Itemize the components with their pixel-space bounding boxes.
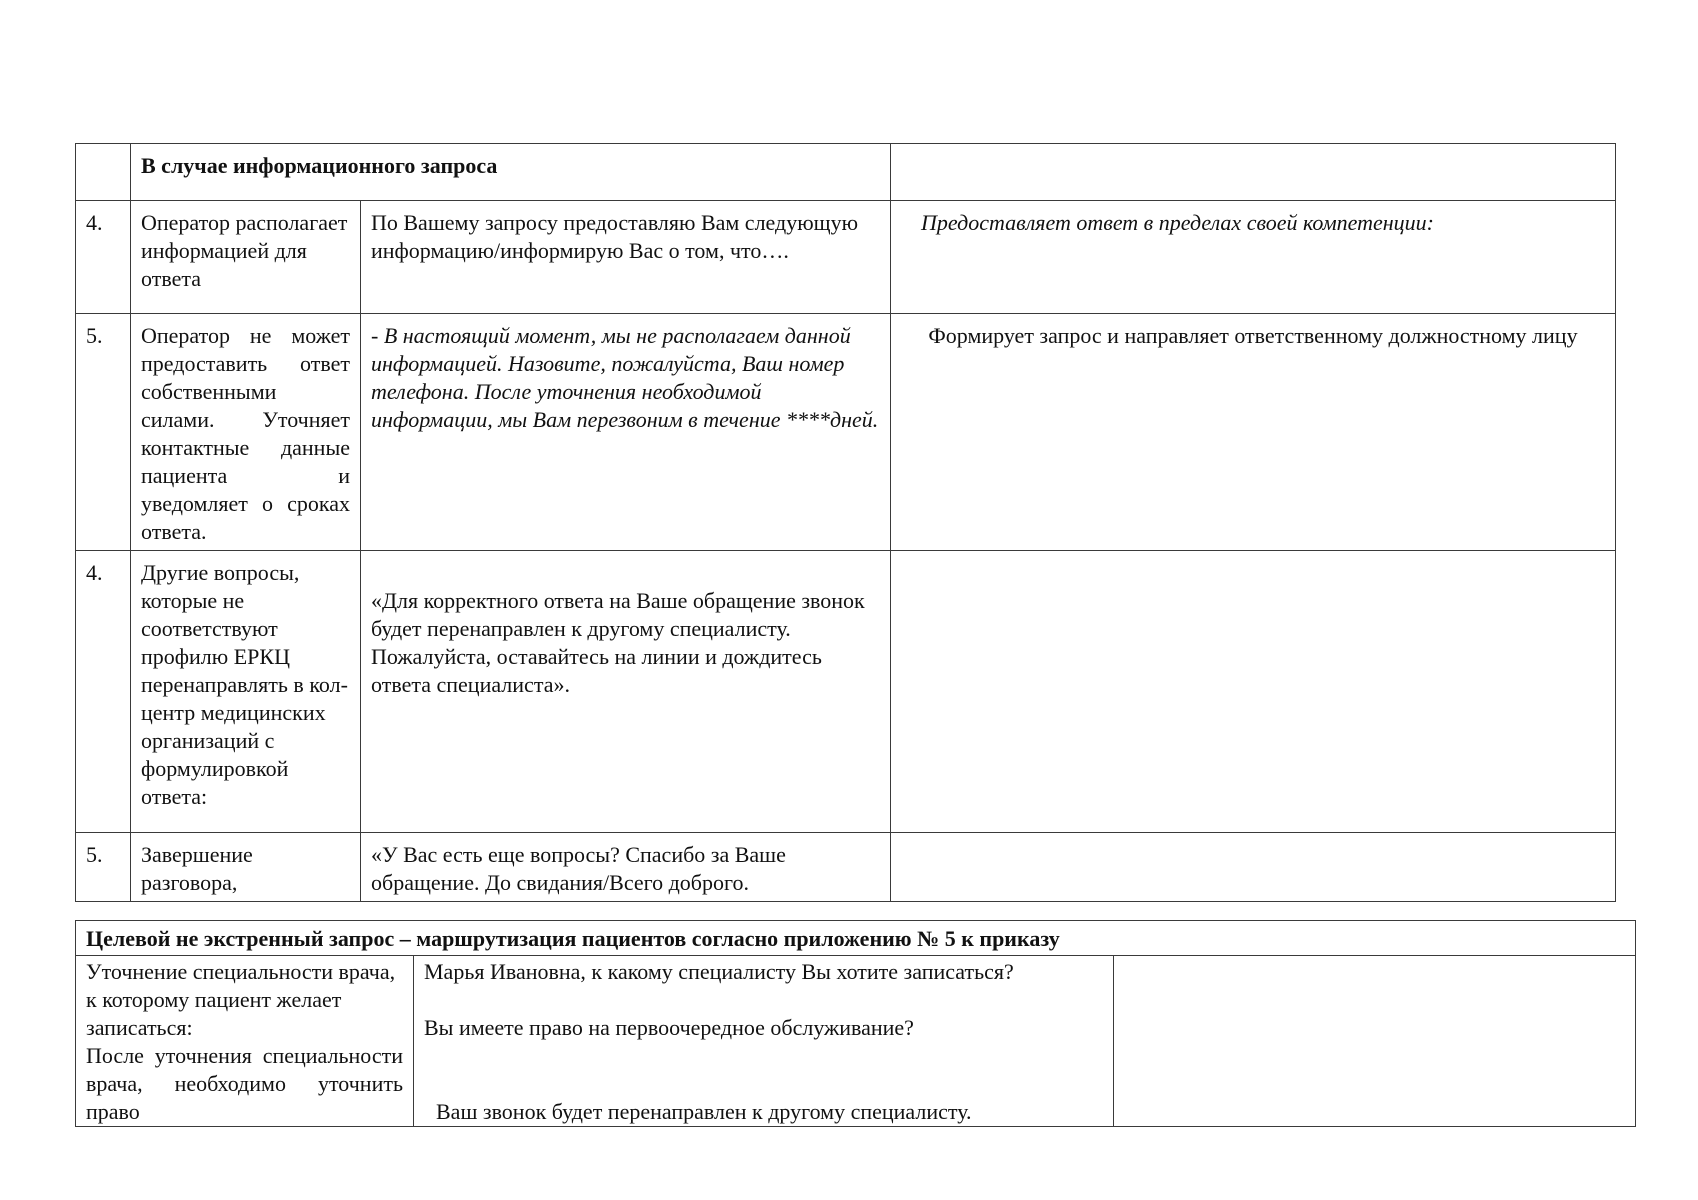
script-cell: - В настоящий момент, мы не располагаем данной информацией. Назовите, пожалуйста, Ваш номер телефона. После уточнения необходимой информации, мы Вам перезвоним в течение ****дней. [361,314,891,551]
action-cell: Предоставляет ответ в пределах своей компетенции: [891,201,1616,314]
routing-table [75,920,1636,1127]
script-cell: «Для корректного ответа на Ваше обращение звонок будет перенаправлен к другому специалисту. Пожалуйста, оставайтесь на линии и дождитесь ответа специалиста». [361,551,891,833]
routing-header: Целевой не экстренный запрос – маршрутизация пациентов согласно приложению № 5 к приказу [76,921,1636,956]
situation-text: После уточнения специальности врача, необходимо уточнить право [86,1043,403,1124]
situation-cell: Другие вопросы, которые не соответствуют профилю ЕРКЦ перенаправлять в кол-центр медицинских организаций с формулировкой ответа: [131,551,361,833]
script-cell [414,956,1114,1127]
info-request-table [75,143,1616,902]
situation-text: Завершение разговора, [141,842,253,895]
situation-cell [131,833,361,902]
script-cell: По Вашему запросу предоставляю Вам следующую информацию/информирую Вас о том, что…. [361,201,891,314]
situation-cell: Оператор не может предоставить ответ собственными силами. Уточняет контактные данные пациента и уведомляет о сроках ответа. [131,314,361,551]
situation-cell [76,956,414,1127]
table-row [76,956,1636,1127]
action-cell [891,551,1616,833]
row-number: 5. [76,833,131,902]
situation-text: Уточнение специальности врача, к которому пациент желает записаться: [86,959,396,1040]
table-row [76,201,1616,314]
section-header: В случае информационного запроса [131,144,891,201]
row-number: 4. [76,551,131,833]
action-cell: Формирует запрос и направляет ответственному должностному лицу [891,314,1616,551]
action-cell [891,144,1616,201]
action-cell [891,833,1616,902]
table-row [76,551,1616,833]
section-header-row [76,144,1616,201]
num-cell [76,144,131,201]
script-cell [361,833,891,902]
situation-cell: Оператор располагает информацией для ответа [131,201,361,314]
script-line: Марья Ивановна, к какому специалисту Вы хотите записаться? [424,959,1014,984]
action-cell [1114,956,1636,1127]
script-line: Вы имеете право на первоочередное обслуживание? [424,1015,914,1040]
script-text: «У Вас есть еще вопросы? Спасибо за Ваше обращение. До свидания/Всего доброго. [371,842,786,895]
row-number: 4. [76,201,131,314]
table-row [76,833,1616,902]
row-number: 5. [76,314,131,551]
routing-header-row [76,921,1636,956]
script-line: Ваш звонок будет перенаправлен к другому специалисту. [436,1099,972,1124]
table-row [76,314,1616,551]
